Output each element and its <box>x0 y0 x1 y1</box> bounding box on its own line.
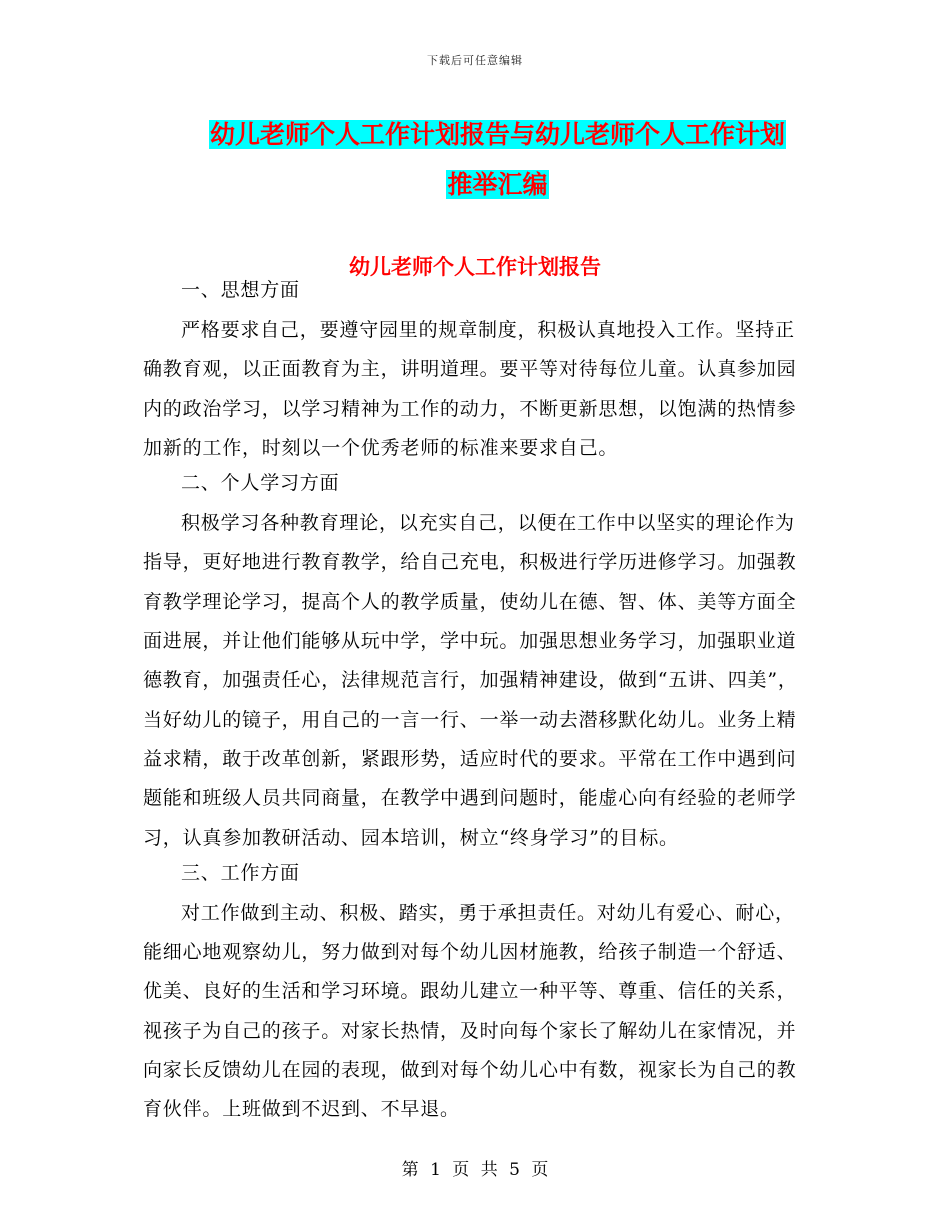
document-body <box>143 273 808 1130</box>
section-heading-study: 二、个人学习方面 <box>181 472 340 495</box>
header-note: 下载后可任意编辑 <box>427 54 523 67</box>
document-title <box>145 110 850 210</box>
section-heading-work: 三、工作方面 <box>181 861 300 884</box>
section-heading-thought: 一、思想方面 <box>181 279 300 301</box>
paragraph-work: 对工作做到主动、积极、踏实，勇于承担责任。对幼儿有爱心、耐心，能细心地观察幼儿，努力做到对每个幼儿因材施教，给孩子制造一个舒适、优美、良好的生活和学习环境。跟幼儿建立一种平等、尊重、信任的关系，视孩子为自己的孩子。对家长热情，及时向每个家长了解幼儿在家情况，并向家长反馈幼儿在园的表现，做到对每个幼儿心中有数，视家长为自己的教育伙伴。上班做到不迟到、不早退。 <box>143 901 797 1121</box>
paragraph-thought: 严格要求自己，要遵守园里的规章制度，积极认真地投入工作。坚持正确教育观，以正面教育为主，讲明道理。要平等对待每位儿童。认真参加园内的政治学习，以学习精神为工作的动力，不断更新思想，以饱满的热情参加新的工作，时刻以一个优秀老师的标准来要求自己。 <box>143 319 797 459</box>
document-title-line-1: 幼儿老师个人工作计划报告与幼儿老师个人工作计划 <box>209 120 785 149</box>
section-title: 幼儿老师个人工作计划报告 <box>349 255 601 279</box>
document-title-line-2: 推举汇编 <box>447 170 548 199</box>
page-number: 第 1 页 共 5 页 <box>401 1160 549 1180</box>
paragraph-study: 积极学习各种教育理论，以充实自己，以便在工作中以坚实的理论作为指导，更好地进行教育教学，给自己充电，积极进行学历进修学习。加强教育教学理论学习，提高个人的教学质量，使幼儿在德、智、体、美等方面全面进展，并让他们能够从玩中学，学中玩。加强思想业务学习，加强职业道德教育，加强责任心，法律规范言行，加强精神建设，做到“五讲、四美”，当好幼儿的镜子，用自己的一言一行、一举一动去潜移默化幼儿。业务上精益求精，敢于改革创新，紧跟形势，适应时代的要求。平常在工作中遇到问题能和班级人员共同商量，在教学中遇到问题时，能虚心向有经验的老师学习，认真参加教研活动、园本培训，树立“终身学习”的目标。 <box>143 512 798 849</box>
